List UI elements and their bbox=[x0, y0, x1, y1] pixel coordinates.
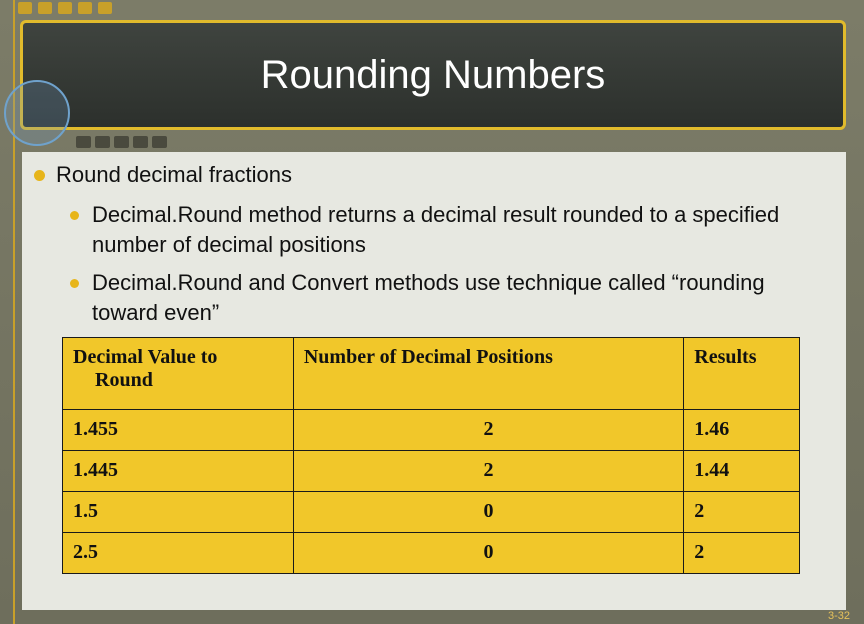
decorative-squares-mid bbox=[76, 136, 167, 148]
bullet-main-text: Round decimal fractions bbox=[56, 162, 293, 187]
cell-positions: 2 bbox=[293, 410, 683, 451]
bullet-main bbox=[34, 160, 814, 190]
table-row bbox=[63, 492, 800, 533]
cell-result: 2 bbox=[684, 492, 800, 533]
table-row bbox=[63, 533, 800, 574]
header-decimal-positions: Number of Decimal Positions bbox=[293, 338, 683, 410]
cell-result: 1.44 bbox=[684, 451, 800, 492]
header-decimal-value bbox=[63, 338, 294, 410]
content-panel bbox=[22, 152, 846, 610]
bullet-sub-1-text: Decimal.Round method returns a decimal result rounded to a specified number of decimal positions bbox=[92, 202, 780, 257]
bullet-sub-1 bbox=[70, 200, 830, 260]
slide-title: Rounding Numbers bbox=[260, 52, 606, 97]
page-number: 3-32 bbox=[827, 610, 850, 622]
bullet-sub-2 bbox=[70, 268, 830, 328]
cell-value: 1.445 bbox=[63, 451, 294, 492]
header-decimal-value-line1: Decimal Value to bbox=[73, 346, 218, 368]
cell-positions: 0 bbox=[293, 492, 683, 533]
header-results: Results bbox=[684, 338, 800, 410]
bullet-dot-icon bbox=[70, 279, 79, 288]
cell-positions: 2 bbox=[293, 451, 683, 492]
cell-result: 2 bbox=[684, 533, 800, 574]
decorative-squares-top bbox=[18, 2, 112, 14]
cell-value: 1.455 bbox=[63, 410, 294, 451]
cell-value: 2.5 bbox=[63, 533, 294, 574]
table-row bbox=[63, 410, 800, 451]
bullet-dot-icon bbox=[70, 211, 79, 220]
cell-positions: 0 bbox=[293, 533, 683, 574]
cell-value: 1.5 bbox=[63, 492, 294, 533]
table-row bbox=[63, 451, 800, 492]
title-bar bbox=[20, 20, 846, 130]
cell-result: 1.46 bbox=[684, 410, 800, 451]
decorative-circle bbox=[4, 80, 70, 146]
table-header-row bbox=[63, 338, 800, 410]
bullet-dot-icon bbox=[34, 170, 45, 181]
header-decimal-value-line2: Round bbox=[95, 369, 153, 391]
rounding-table bbox=[62, 337, 800, 574]
bullet-sub-2-text: Decimal.Round and Convert methods use technique called “rounding toward even” bbox=[92, 270, 765, 325]
